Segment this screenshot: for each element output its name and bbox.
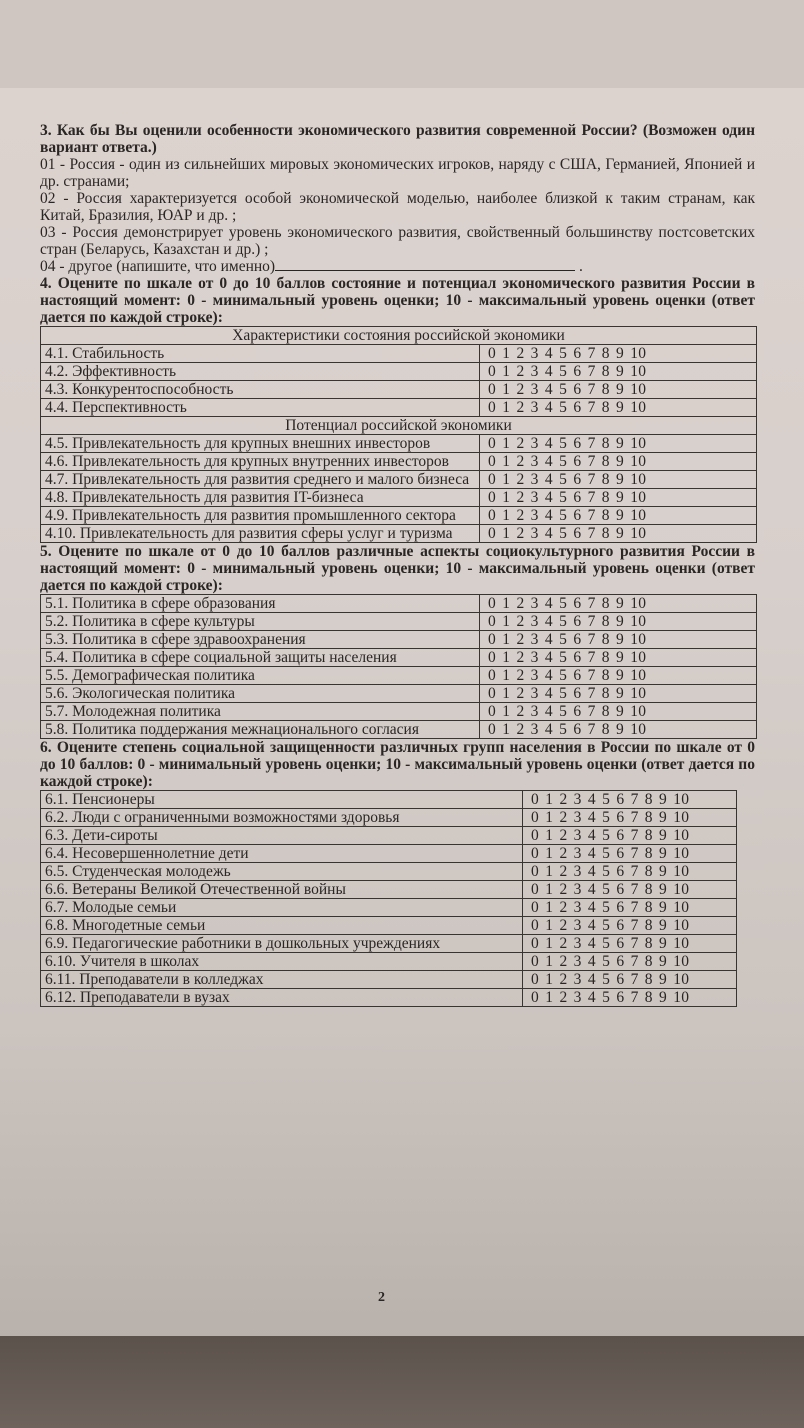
table-row	[41, 667, 757, 685]
question-3-option-03[interactable]: 03 - Россия демонстрирует уровень экономического развития, свойственный большинству постсоветских стран (Беларусь, Казахстан и др.) ;	[40, 224, 755, 258]
table-row	[41, 845, 737, 863]
section-header-state: Характеристики состояния российской экономики	[41, 327, 757, 345]
question-6-table	[40, 790, 737, 1007]
table-row	[41, 971, 737, 989]
row-label: 6.9. Педагогические работники в дошкольных учреждениях	[41, 935, 523, 953]
rating-scale[interactable]: 0 1 2 3 4 5 6 7 8 9 10	[480, 667, 757, 685]
rating-scale[interactable]: 0 1 2 3 4 5 6 7 8 9 10	[480, 471, 757, 489]
table-row	[41, 863, 737, 881]
rating-scale[interactable]: 0 1 2 3 4 5 6 7 8 9 10	[480, 453, 757, 471]
row-label: 6.11. Преподаватели в колледжах	[41, 971, 523, 989]
rating-scale[interactable]: 0 1 2 3 4 5 6 7 8 9 10	[480, 525, 757, 543]
row-label: 4.7. Привлекательность для развития среднего и малого бизнеса	[41, 471, 480, 489]
table-row	[41, 649, 757, 667]
rating-scale[interactable]: 0 1 2 3 4 5 6 7 8 9 10	[523, 863, 737, 881]
row-label: 5.2. Политика в сфере культуры	[41, 613, 480, 631]
table-row	[41, 827, 737, 845]
rating-scale[interactable]: 0 1 2 3 4 5 6 7 8 9 10	[523, 791, 737, 809]
section-header-potential: Потенциал российской экономики	[41, 417, 757, 435]
rating-scale[interactable]: 0 1 2 3 4 5 6 7 8 9 10	[480, 381, 757, 399]
table-row	[41, 381, 757, 399]
table-row	[41, 595, 757, 613]
rating-scale[interactable]: 0 1 2 3 4 5 6 7 8 9 10	[480, 613, 757, 631]
question-3-option-02[interactable]: 02 - Россия характеризуется особой экономической моделью, наиболее близкой к таким странам, как Китай, Бразилия, ЮАР и др. ;	[40, 190, 755, 224]
table-row	[41, 489, 757, 507]
rating-scale[interactable]: 0 1 2 3 4 5 6 7 8 9 10	[480, 363, 757, 381]
rating-scale[interactable]: 0 1 2 3 4 5 6 7 8 9 10	[480, 489, 757, 507]
rating-scale[interactable]: 0 1 2 3 4 5 6 7 8 9 10	[480, 345, 757, 363]
rating-scale[interactable]: 0 1 2 3 4 5 6 7 8 9 10	[480, 649, 757, 667]
paper-shadow-top	[0, 0, 804, 88]
row-label: 5.1. Политика в сфере образования	[41, 595, 480, 613]
table-row	[41, 721, 757, 739]
table-row	[41, 989, 737, 1007]
rating-scale[interactable]: 0 1 2 3 4 5 6 7 8 9 10	[523, 809, 737, 827]
rating-scale[interactable]: 0 1 2 3 4 5 6 7 8 9 10	[523, 953, 737, 971]
row-label: 5.6. Экологическая политика	[41, 685, 480, 703]
table-row	[41, 791, 737, 809]
question-4-table	[40, 326, 757, 543]
table-row	[41, 935, 737, 953]
question-3-option-04[interactable]: 04 - другое (напишите, что именно) .	[40, 258, 583, 275]
row-label: 4.6. Привлекательность для крупных внутренних инвесторов	[41, 453, 480, 471]
row-label: 5.7. Молодежная политика	[41, 703, 480, 721]
table-row	[41, 471, 757, 489]
rating-scale[interactable]: 0 1 2 3 4 5 6 7 8 9 10	[480, 507, 757, 525]
rating-scale[interactable]: 0 1 2 3 4 5 6 7 8 9 10	[480, 435, 757, 453]
table-row	[41, 435, 757, 453]
row-label: 4.8. Привлекательность для развития IT-бизнеса	[41, 489, 480, 507]
questionnaire-page	[40, 122, 755, 1007]
option-04-label: 04 - другое (напишите, что именно)	[40, 258, 276, 275]
question-5-table	[40, 594, 757, 739]
table-row	[41, 631, 757, 649]
row-label: 6.8. Многодетные семьи	[41, 917, 523, 935]
table-row	[41, 345, 757, 363]
question-3-option-01[interactable]: 01 - Россия - один из сильнейших мировых экономических игроков, наряду с США, Германией, Японией и др. странами;	[40, 156, 755, 190]
row-label: 4.1. Стабильность	[41, 345, 480, 363]
row-label: 5.4. Политика в сфере социальной защиты населения	[41, 649, 480, 667]
page-number: 2	[378, 1290, 385, 1305]
table-row	[41, 953, 737, 971]
question-3-title: 3. Как бы Вы оценили особенности экономического развития современной России? (Возможен один вариант ответа.)	[40, 122, 755, 156]
row-label: 4.3. Конкурентоспособность	[41, 381, 480, 399]
row-label: 6.7. Молодые семьи	[41, 899, 523, 917]
rating-scale[interactable]: 0 1 2 3 4 5 6 7 8 9 10	[480, 721, 757, 739]
table-row	[41, 453, 757, 471]
row-label: 5.8. Политика поддержания межнационального согласия	[41, 721, 480, 739]
table-row	[41, 899, 737, 917]
table-row	[41, 881, 737, 899]
rating-scale[interactable]: 0 1 2 3 4 5 6 7 8 9 10	[480, 685, 757, 703]
table-row	[41, 507, 757, 525]
table-row	[41, 917, 737, 935]
question-5-title: 5. Оцените по шкале от 0 до 10 баллов различные аспекты социокультурного развития России в настоящий момент: 0 - минимальный уровень оценки; 10 - максимальный уровень оценки (ответ дается по каждой строке):	[40, 543, 755, 594]
row-label: 6.6. Ветераны Великой Отечественной войны	[41, 881, 523, 899]
table-row	[41, 363, 757, 381]
background-surface	[0, 1336, 804, 1428]
rating-scale[interactable]: 0 1 2 3 4 5 6 7 8 9 10	[523, 971, 737, 989]
rating-scale[interactable]: 0 1 2 3 4 5 6 7 8 9 10	[480, 703, 757, 721]
question-6	[40, 739, 755, 1007]
rating-scale[interactable]: 0 1 2 3 4 5 6 7 8 9 10	[480, 595, 757, 613]
table-row	[41, 613, 757, 631]
row-label: 6.1. Пенсионеры	[41, 791, 523, 809]
row-label: 6.2. Люди с ограниченными возможностями здоровья	[41, 809, 523, 827]
row-label: 5.5. Демографическая политика	[41, 667, 480, 685]
rating-scale[interactable]: 0 1 2 3 4 5 6 7 8 9 10	[480, 631, 757, 649]
table-row	[41, 525, 757, 543]
table-row	[41, 703, 757, 721]
rating-scale[interactable]: 0 1 2 3 4 5 6 7 8 9 10	[480, 399, 757, 417]
table-row	[41, 399, 757, 417]
rating-scale[interactable]: 0 1 2 3 4 5 6 7 8 9 10	[523, 935, 737, 953]
row-label: 6.12. Преподаватели в вузах	[41, 989, 523, 1007]
rating-scale[interactable]: 0 1 2 3 4 5 6 7 8 9 10	[523, 989, 737, 1007]
rating-scale[interactable]: 0 1 2 3 4 5 6 7 8 9 10	[523, 899, 737, 917]
rating-scale[interactable]: 0 1 2 3 4 5 6 7 8 9 10	[523, 827, 737, 845]
row-label: 4.9. Привлекательность для развития промышленного сектора	[41, 507, 480, 525]
row-label: 6.4. Несовершеннолетние дети	[41, 845, 523, 863]
row-label: 5.3. Политика в сфере здравоохранения	[41, 631, 480, 649]
rating-scale[interactable]: 0 1 2 3 4 5 6 7 8 9 10	[523, 917, 737, 935]
row-label: 4.2. Эффективность	[41, 363, 480, 381]
question-4-title: 4. Оцените по шкале от 0 до 10 баллов состояние и потенциал экономического развития России в настоящий момент: 0 - минимальный уровень оценки; 10 - максимальный уровень оценки (ответ дается по каждой строке):	[40, 275, 755, 326]
row-label: 4.10. Привлекательность для развития сферы услуг и туризма	[41, 525, 480, 543]
question-3	[40, 122, 755, 275]
question-5	[40, 543, 755, 739]
rating-scale[interactable]: 0 1 2 3 4 5 6 7 8 9 10	[523, 881, 737, 899]
question-6-title: 6. Оцените степень социальной защищенности различных групп населения в России по шкале от 0 до 10 баллов: 0 - минимальный уровень оценки; 10 - максимальный уровень оценки (ответ дается по каждой строке):	[40, 739, 755, 790]
question-4	[40, 275, 755, 543]
rating-scale[interactable]: 0 1 2 3 4 5 6 7 8 9 10	[523, 845, 737, 863]
table-row	[41, 685, 757, 703]
row-label: 6.5. Студенческая молодежь	[41, 863, 523, 881]
row-label: 6.3. Дети-сироты	[41, 827, 523, 845]
row-label: 4.4. Перспективность	[41, 399, 480, 417]
table-row	[41, 809, 737, 827]
row-label: 4.5. Привлекательность для крупных внешних инвесторов	[41, 435, 480, 453]
row-label: 6.10. Учителя в школах	[41, 953, 523, 971]
other-answer-line[interactable]	[275, 258, 575, 271]
